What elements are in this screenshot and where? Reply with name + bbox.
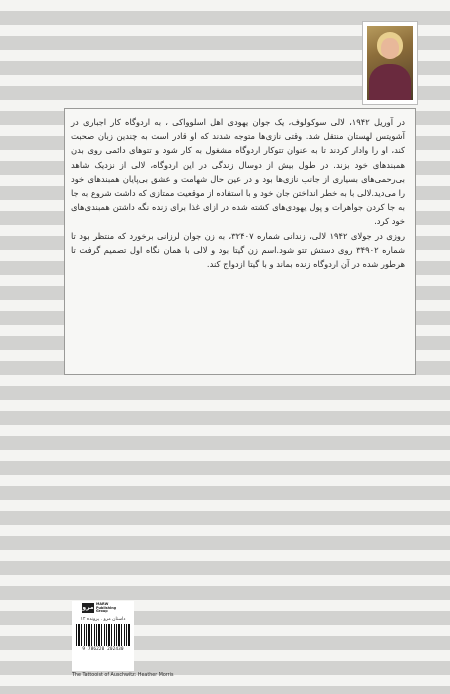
- isbn-number: 9 786220 202430: [82, 647, 124, 652]
- author-portrait-image: [367, 26, 413, 100]
- synopsis-text: [71, 115, 405, 271]
- synopsis-paragraph-2: روزی در جولای ۱۹۴۲ لالی، زندانی شماره ۳۲۴۰۷، به زن جوان لرزانی برخورد که منتظر بود تا شماره ۳۴۹۰۲ روی دستش تتو شود.اسم زن گیتا بود و لالی با همان نگاه اول تصمیم گرفت تا هرطور شده در آن اردوگاه زنده بماند و با گیتا ازدواج کند.: [71, 230, 405, 270]
- barcode-icon: [76, 624, 130, 646]
- publisher-logo: مرو: [82, 604, 94, 611]
- barcode-label: [72, 601, 134, 671]
- author-photo: [362, 21, 418, 105]
- publisher-logo-text: MARW Publishing Group: [96, 602, 117, 613]
- synopsis-paragraph-1: در آوریل ۱۹۴۲، لالی سوکولوف، یک جوان یهودی اهل اسلوواکی ، به اردوگاه کار اجباری در آشویتس لهستان منتقل شد. وقتی نازی‌ها متوجه شدند که او قادر است به چندین زبان صحبت کند، او را وادار کردند تا به عنوان تتوکار اردوگاه مشغول به کار شود و تتوهای دائمی روی بدن همبندهای خود بزند. در طول بیش از دوسال زندگی در این اردوگاه، لالی از نزدیک شاهد بی‌رحمی‌های بسیاری از جانب نازی‌ها بود و در عین حال شهامت و عشق بی‌پایان همبندهای خود را می‌دید.لالی با به خطر انداختن جان خود و با استفاده از موقعیت ممتازی که داشت شروع به جا به جا کردن جواهرات و پول یهودی‌های کشته شده در ازای غذا برای زنده نگه داشتن همبندی‌های خود کرد.: [71, 117, 406, 227]
- book-title-caption: The Tattooist of Auschwitz: Heather Morris: [72, 673, 174, 678]
- series-text: داستان مرو . پرونده ۱۲: [80, 617, 126, 622]
- synopsis-box: [64, 108, 416, 375]
